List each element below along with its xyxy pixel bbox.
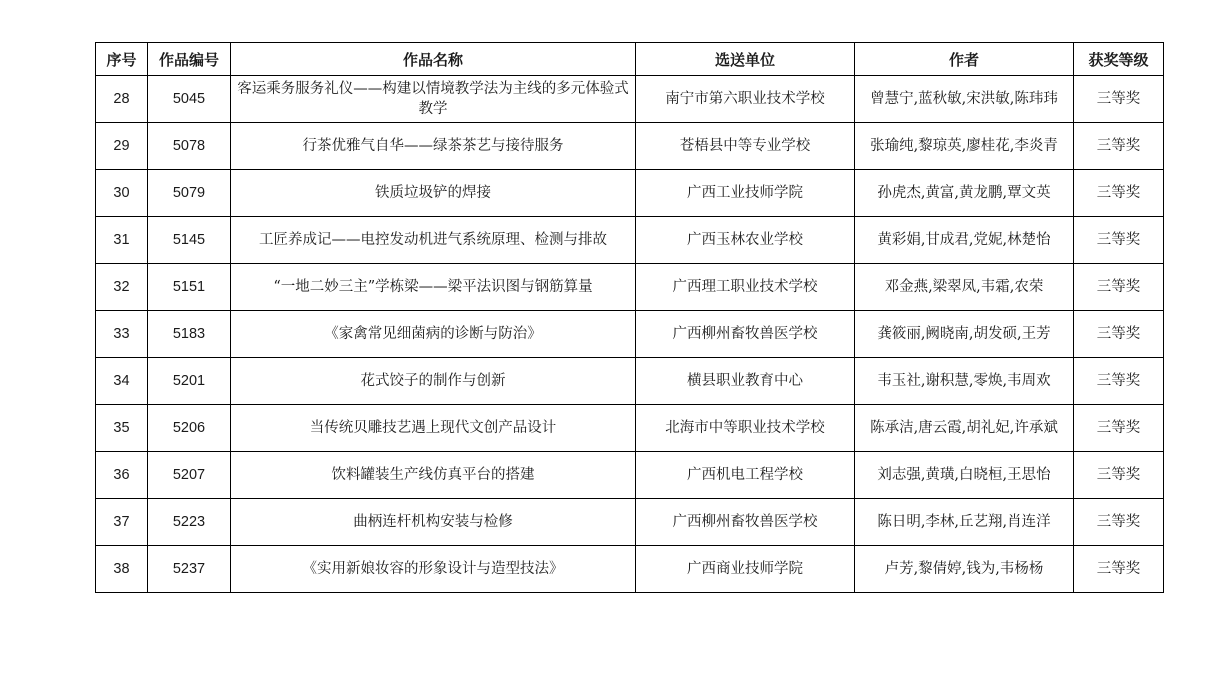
- header-award: 获奖等级: [1074, 43, 1164, 76]
- cell-unit: 广西工业技师学院: [636, 170, 855, 217]
- cell-work-id: 5079: [148, 170, 231, 217]
- cell-work-id: 5237: [148, 546, 231, 593]
- cell-award: 三等奖: [1074, 76, 1164, 123]
- cell-unit: 广西商业技师学院: [636, 546, 855, 593]
- table-row: [96, 217, 1164, 264]
- table-row: [96, 264, 1164, 311]
- cell-award: 三等奖: [1074, 546, 1164, 593]
- cell-work-name: “一地二妙三主”学栋梁——梁平法识图与钢筋算量: [231, 264, 636, 311]
- table-row: [96, 452, 1164, 499]
- cell-work-name: 《家禽常见细菌病的诊断与防治》: [231, 311, 636, 358]
- cell-unit: 广西机电工程学校: [636, 452, 855, 499]
- cell-award: 三等奖: [1074, 311, 1164, 358]
- cell-unit: 广西柳州畜牧兽医学校: [636, 499, 855, 546]
- cell-work-name: 铁质垃圾铲的焊接: [231, 170, 636, 217]
- cell-work-id: 5183: [148, 311, 231, 358]
- cell-authors: 曾慧宁,蓝秋敏,宋洪敏,陈玮玮: [855, 76, 1074, 123]
- table-row: [96, 546, 1164, 593]
- cell-authors: 卢芳,黎倩婷,钱为,韦杨杨: [855, 546, 1074, 593]
- cell-work-id: 5201: [148, 358, 231, 405]
- cell-index: 38: [96, 546, 148, 593]
- cell-authors: 韦玉社,谢积慧,零焕,韦周欢: [855, 358, 1074, 405]
- header-work-id: 作品编号: [148, 43, 231, 76]
- cell-work-name: 花式饺子的制作与创新: [231, 358, 636, 405]
- cell-index: 33: [96, 311, 148, 358]
- table-row: [96, 499, 1164, 546]
- cell-index: 31: [96, 217, 148, 264]
- cell-index: 36: [96, 452, 148, 499]
- cell-authors: 黄彩娟,甘成君,党妮,林楚怡: [855, 217, 1074, 264]
- cell-index: 28: [96, 76, 148, 123]
- cell-work-name: 行茶优雅气自华——绿茶茶艺与接待服务: [231, 123, 636, 170]
- cell-index: 34: [96, 358, 148, 405]
- cell-work-id: 5151: [148, 264, 231, 311]
- header-unit: 选送单位: [636, 43, 855, 76]
- cell-authors: 刘志强,黄璜,白晓桓,王思怡: [855, 452, 1074, 499]
- cell-work-id: 5145: [148, 217, 231, 264]
- cell-work-name: 曲柄连杆机构安装与检修: [231, 499, 636, 546]
- table-row: [96, 358, 1164, 405]
- cell-authors: 陈承洁,唐云霞,胡礼妃,许承斌: [855, 405, 1074, 452]
- cell-award: 三等奖: [1074, 217, 1164, 264]
- table-row: [96, 405, 1164, 452]
- cell-work-id: 5045: [148, 76, 231, 123]
- table-row: [96, 311, 1164, 358]
- header-work-name: 作品名称: [231, 43, 636, 76]
- cell-award: 三等奖: [1074, 499, 1164, 546]
- cell-authors: 龚筱丽,阙晓南,胡发硕,王芳: [855, 311, 1074, 358]
- header-row: [96, 43, 1164, 76]
- cell-award: 三等奖: [1074, 264, 1164, 311]
- cell-index: 30: [96, 170, 148, 217]
- cell-authors: 陈日明,李林,丘艺翔,肖连洋: [855, 499, 1074, 546]
- table-row: [96, 76, 1164, 123]
- cell-index: 37: [96, 499, 148, 546]
- cell-work-name: 《实用新娘妆容的形象设计与造型技法》: [231, 546, 636, 593]
- cell-work-name: 饮料罐装生产线仿真平台的搭建: [231, 452, 636, 499]
- cell-work-name: 客运乘务服务礼仪——构建以情境教学法为主线的多元体验式教学: [231, 76, 636, 123]
- cell-authors: 孙虎杰,黄富,黄龙鹏,覃文英: [855, 170, 1074, 217]
- cell-index: 29: [96, 123, 148, 170]
- cell-index: 32: [96, 264, 148, 311]
- cell-work-name: 工匠养成记——电控发动机进气系统原理、检测与排故: [231, 217, 636, 264]
- table-row: [96, 123, 1164, 170]
- cell-award: 三等奖: [1074, 123, 1164, 170]
- cell-award: 三等奖: [1074, 405, 1164, 452]
- cell-award: 三等奖: [1074, 358, 1164, 405]
- cell-award: 三等奖: [1074, 452, 1164, 499]
- cell-work-name: 当传统贝雕技艺遇上现代文创产品设计: [231, 405, 636, 452]
- cell-unit: 苍梧县中等专业学校: [636, 123, 855, 170]
- cell-work-id: 5223: [148, 499, 231, 546]
- cell-unit: 广西理工职业技术学校: [636, 264, 855, 311]
- cell-index: 35: [96, 405, 148, 452]
- cell-award: 三等奖: [1074, 170, 1164, 217]
- cell-authors: 张瑜纯,黎琼英,廖桂花,李炎青: [855, 123, 1074, 170]
- cell-unit: 广西玉林农业学校: [636, 217, 855, 264]
- header-index: 序号: [96, 43, 148, 76]
- cell-unit: 南宁市第六职业技术学校: [636, 76, 855, 123]
- cell-unit: 广西柳州畜牧兽医学校: [636, 311, 855, 358]
- cell-unit: 横县职业教育中心: [636, 358, 855, 405]
- cell-work-id: 5207: [148, 452, 231, 499]
- awards-table: [95, 42, 1164, 593]
- cell-work-id: 5206: [148, 405, 231, 452]
- cell-authors: 邓金燕,梁翠凤,韦霜,农荣: [855, 264, 1074, 311]
- cell-work-id: 5078: [148, 123, 231, 170]
- table-row: [96, 170, 1164, 217]
- header-authors: 作者: [855, 43, 1074, 76]
- cell-unit: 北海市中等职业技术学校: [636, 405, 855, 452]
